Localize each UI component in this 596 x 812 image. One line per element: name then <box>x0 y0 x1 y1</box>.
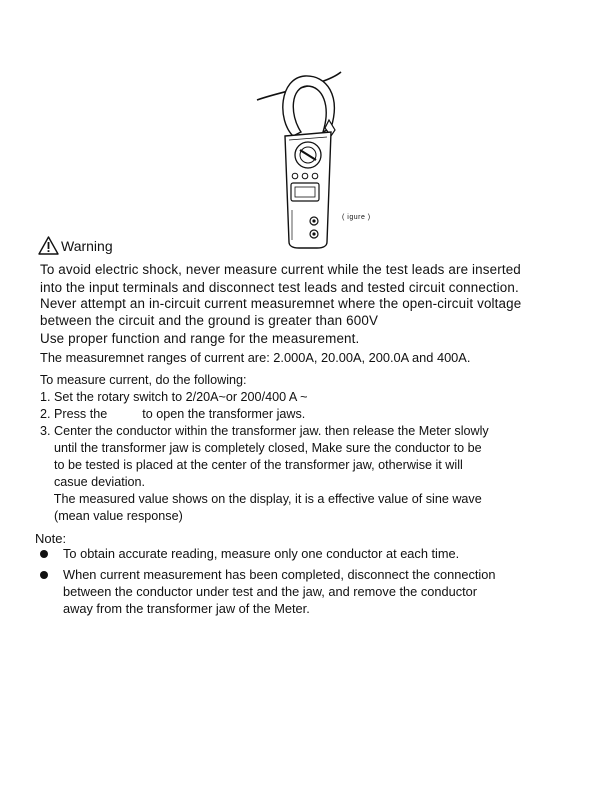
warning-line: The measuremnet ranges of current are: 2.000A, 20.00A, 200.0A and 400A. <box>40 350 471 365</box>
procedure-step: 2. Press the to open the transformer jaws. <box>40 407 306 421</box>
note-item-line: When current measurement has been completed, disconnect the connection <box>63 567 496 582</box>
procedure-step: to be tested is placed at the center of the transformer jaw, otherwise it will <box>40 458 463 472</box>
bullet-icon <box>40 571 48 579</box>
procedure-step: (mean value response) <box>40 509 183 523</box>
procedure-step: 1. Set the rotary switch to 2/20A~or 200/400 A ~ <box>40 390 308 404</box>
warning-line: into the input terminals and disconnect test leads and tested circuit connection. <box>40 280 519 295</box>
procedure-step: casue deviation. <box>40 475 146 489</box>
figure-caption: ( igure ) <box>342 214 371 221</box>
note-item-line: To obtain accurate reading, measure only one conductor at each time. <box>63 546 460 561</box>
note-title: Note: <box>35 531 67 546</box>
bullet-icon <box>40 550 48 558</box>
note-item-line: away from the transformer jaw of the Meter. <box>63 601 310 616</box>
procedure-step: 3. Center the conductor within the transformer jaw. then release the Meter slowly <box>40 424 489 438</box>
procedure-intro: To measure current, do the following: <box>40 373 247 387</box>
procedure-step: until the transformer jaw is completely closed, Make sure the conductor to be <box>40 441 482 455</box>
warning-line: Use proper function and range for the measurement. <box>40 331 360 346</box>
warning-line: between the circuit and the ground is greater than 600V <box>40 313 379 328</box>
warning-line: To avoid electric shock, never measure current while the test leads are inserted <box>40 262 521 277</box>
procedure-block <box>40 372 489 525</box>
warning-triangle-icon <box>38 236 59 255</box>
warning-heading <box>38 236 113 255</box>
warning-line: Never attempt an in-circuit current measuremnet where the open-circuit voltage <box>40 296 522 311</box>
procedure-step: The measured value shows on the display, it is a effective value of sine wave <box>40 492 482 506</box>
note-item-line: between the conductor under test and the jaw, and remove the conductor <box>63 584 478 599</box>
clamp-meter-illustration <box>255 70 355 250</box>
warning-title: Warning <box>61 238 113 254</box>
